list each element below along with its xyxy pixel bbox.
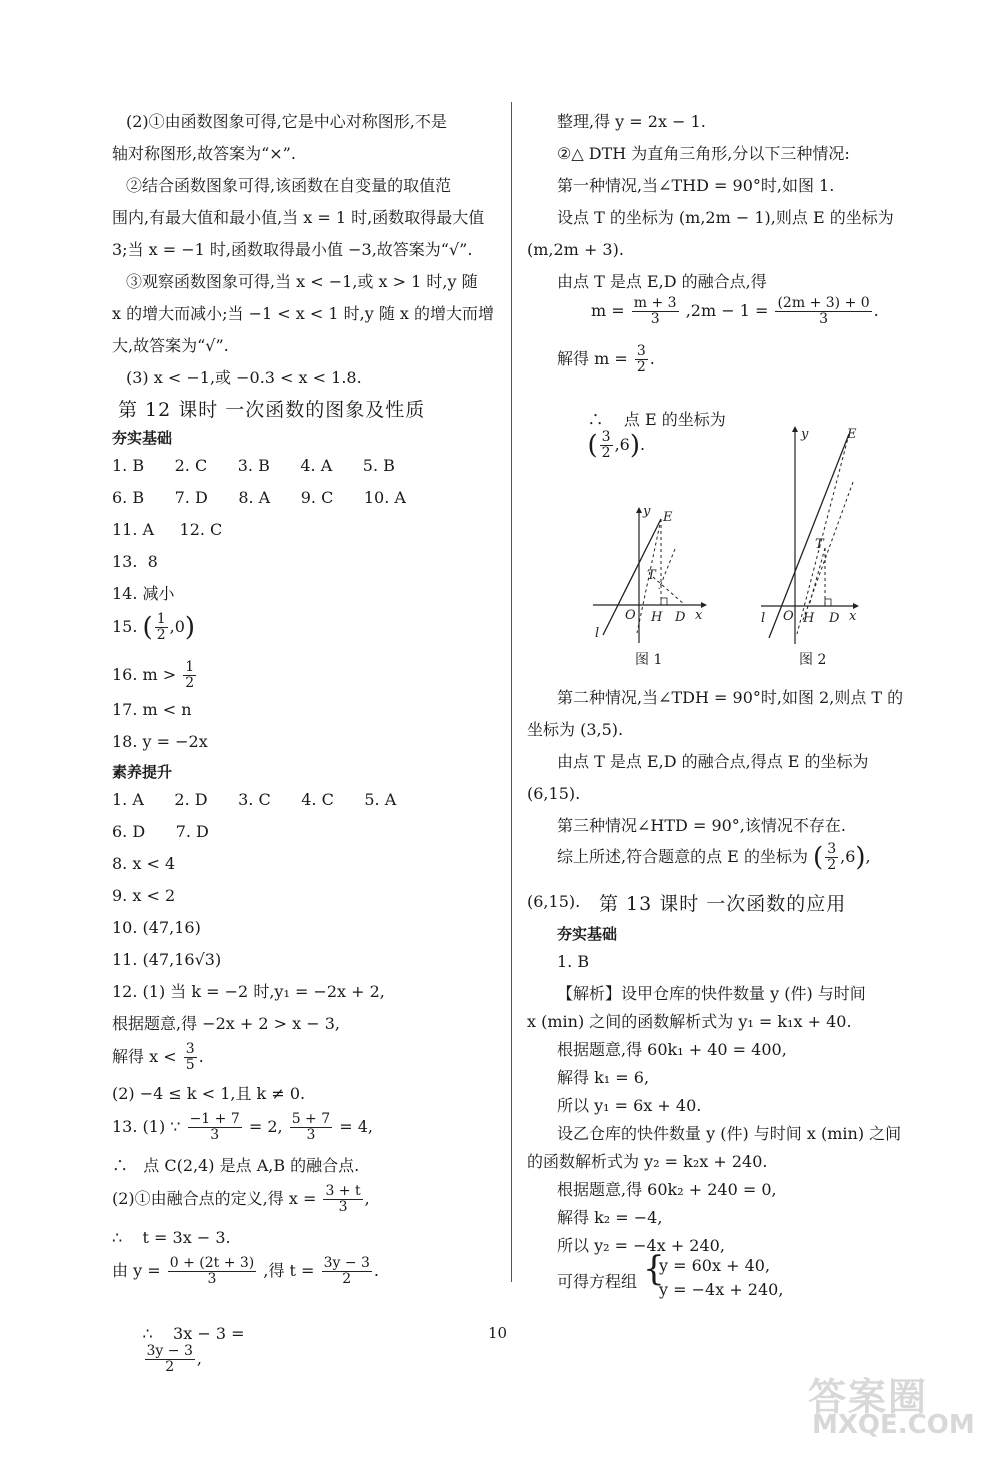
text-line: 设乙仓库的快件数量 y (件) 与时间 x (min) 之间 — [557, 1124, 902, 1143]
equation-line: y = −4x + 240, — [659, 1280, 784, 1299]
text-line: (6,15). — [527, 784, 581, 803]
figure-1-caption: 图 1 — [635, 652, 663, 668]
answer-18: 18. y = −2x — [112, 732, 208, 751]
answer-13-line1: 13. (1) ∵ $\frac{-1 + 7}{3}$ = 2, $\frac{5 + 7}{3}$ = 4, — [112, 1111, 374, 1143]
equation-line: 解得 m = $\frac{3}{2}$ . — [557, 343, 655, 375]
text-line: x 的增大而减小;当 −1 < x < 1 时,y 随 x 的增大而增 — [112, 304, 495, 323]
answer-13-line3: (2)①由融合点的定义,得 x = $\frac{3 + t}{3}$ , — [112, 1183, 370, 1215]
figure-1-graph — [589, 505, 709, 647]
answer-9: 9. x < 2 — [112, 886, 176, 905]
answer-12-line1: 12. (1) 当 k = −2 时,y₁ = −2x + 2, — [112, 982, 385, 1001]
answer-17: 17. m < n — [112, 700, 192, 719]
axis-label: y — [643, 505, 651, 519]
text-line: x (min) 之间的函数解析式为 y₁ = k₁x + 40. — [527, 1012, 852, 1031]
point-label: T — [647, 568, 656, 583]
text-line: (6,15). — [527, 892, 581, 911]
axis-label: x — [849, 609, 857, 624]
section-heading-advanced: 素养提升 — [112, 763, 173, 781]
text-line: 坐标为 (3,5). — [527, 720, 624, 739]
text-line: ②结合函数图象可得,该函数在自变量的取值范 — [126, 176, 452, 195]
axis-label: x — [695, 608, 703, 623]
section-heading-basics: 夯实基础 — [112, 429, 173, 447]
text-line: 解得 k₁ = 6, — [557, 1068, 650, 1087]
text-line: ②△ DTH 为直角三角形,分以下三种情况: — [557, 144, 850, 163]
text-line: 所以 y₂ = −4x + 240, — [557, 1236, 725, 1255]
answer-16: 16. m > $\frac{1}{2}$ — [112, 659, 195, 691]
text-line: 的函数解析式为 y₂ = k₂x + 240. — [527, 1152, 768, 1171]
section-heading-basics: 夯实基础 — [557, 925, 618, 943]
text-line: 1. B — [557, 952, 590, 971]
text-line: 第三种情况∠HTD = 90°,该情况不存在. — [557, 816, 846, 835]
text-line: 围内,有最大值和最小值,当 x = 1 时,函数取得最大值 — [112, 208, 485, 227]
answer-row: 1. A 2. D 3. C 4. C 5. A — [112, 790, 397, 809]
answer-12-line3: 解得 x < $\frac{3}{5}$ . — [112, 1041, 204, 1073]
text-line: 第二种情况,当∠TDH = 90°时,如图 2,则点 T 的 — [557, 688, 904, 707]
watermark — [798, 1366, 978, 1446]
point-label: D — [675, 610, 686, 625]
page-number: 10 — [488, 1324, 508, 1342]
equation-line: ∴ 点 E 的坐标为 ( $\frac{3}{2}$ ,6). — [587, 410, 726, 461]
equation-line: m = $\frac{m + 3}{3}$ ,2m − 1 = $\frac{(2m + 3) + 0}{3}$ . — [591, 295, 879, 327]
line-label: l — [595, 626, 600, 641]
text-line: 所以 y₁ = 6x + 40. — [557, 1096, 702, 1115]
text-line: 由点 T 是点 E,D 的融合点,得 — [557, 272, 767, 291]
point-label: H — [803, 611, 815, 626]
point-label: E — [663, 510, 673, 525]
answer-12-line4: (2) −4 ≤ k < 1,且 k ≠ 0. — [112, 1084, 306, 1103]
watermark-url: MXQE.COM — [812, 1410, 975, 1440]
column-divider — [511, 102, 512, 1282]
point-label: O — [625, 608, 636, 623]
equation-line: y = 60x + 40, — [659, 1256, 771, 1275]
answer-13: 13. 8 — [112, 552, 158, 571]
answer-13-line5: 由 y = $\frac{0 + (2t + 3)}{3}$ ,得 t = $\frac{3y - 3}{2}$ . — [112, 1255, 380, 1287]
answer-11: 11. (47,16√3) — [112, 950, 222, 969]
answer-10: 10. (47,16) — [112, 918, 201, 937]
text-line: (m,2m + 3). — [527, 240, 624, 259]
point-label: E — [847, 427, 857, 442]
text-line: ③观察函数图象可得,当 x < −1,或 x > 1 时,y 随 — [126, 272, 478, 291]
answer-12-line2: 根据题意,得 −2x + 2 > x − 3, — [112, 1014, 340, 1033]
system-brace: { — [643, 1249, 665, 1289]
text-line: 综上所述,符合题意的点 E 的坐标为 ( $\frac{3}{2}$ ,6), — [557, 841, 871, 873]
answer-15: 15. ( $\frac{1}{2}$ ,0) — [112, 611, 196, 643]
answer-row: 11. A 12. C — [112, 520, 223, 539]
text-line: 3;当 x = −1 时,函数取得最小值 −3,故答案为“√”. — [112, 240, 473, 259]
answer-13-line4: ∴ t = 3x − 3. — [112, 1228, 231, 1247]
text-line: 大,故答案为“√”. — [112, 336, 229, 355]
lesson-13-title: 第 13 课时 一次函数的应用 — [599, 893, 847, 915]
text-line: 轴对称图形,故答案为“×”. — [112, 144, 296, 163]
text-line: 根据题意,得 60k₁ + 40 = 400, — [557, 1040, 787, 1059]
answer-13-line2: ∴ 点 C(2,4) 是点 A,B 的融合点. — [112, 1156, 360, 1175]
figure-2-graph — [759, 422, 865, 648]
text-line: (3) x < −1,或 −0.3 < x < 1.8. — [126, 368, 362, 387]
text-line: 第一种情况,当∠THD = 90°时,如图 1. — [557, 176, 835, 195]
point-label: T — [815, 537, 824, 552]
text-line: 设点 T 的坐标为 (m,2m − 1),则点 E 的坐标为 — [557, 208, 894, 227]
watermark-text: 答案圈 — [808, 1375, 929, 1419]
answer-14: 14. 减小 — [112, 584, 175, 603]
answer-8: 8. x < 4 — [112, 854, 176, 873]
text-line: 由点 T 是点 E,D 的融合点,得点 E 的坐标为 — [557, 752, 869, 771]
text-line: (2)①由函数图象可得,它是中心对称图形,不是 — [126, 112, 447, 131]
text-line: 根据题意,得 60k₂ + 240 = 0, — [557, 1180, 777, 1199]
text-line: 解得 k₂ = −4, — [557, 1208, 663, 1227]
line-label: l — [761, 611, 766, 626]
figure-2-caption: 图 2 — [799, 652, 827, 668]
answer-row: 6. D 7. D — [112, 822, 209, 841]
lesson-12-title: 第 12 课时 一次函数的图象及性质 — [118, 399, 426, 421]
answer-row: 6. B 7. D 8. A 9. C 10. A — [112, 488, 406, 507]
point-label: D — [829, 611, 840, 626]
text-line: 【解析】设甲仓库的快件数量 y (件) 与时间 — [557, 984, 866, 1003]
point-label: H — [651, 610, 663, 625]
equation-system-label: 可得方程组 — [557, 1272, 638, 1291]
answer-row: 1. B 2. C 3. B 4. A 5. B — [112, 456, 395, 475]
point-label: O — [783, 609, 794, 624]
text-line: 整理,得 y = 2x − 1. — [557, 112, 706, 131]
axis-label: y — [801, 427, 809, 442]
answer-13-line6: ∴ 3x − 3 = $\frac{3y - 3}{2}$ , — [142, 1324, 245, 1375]
